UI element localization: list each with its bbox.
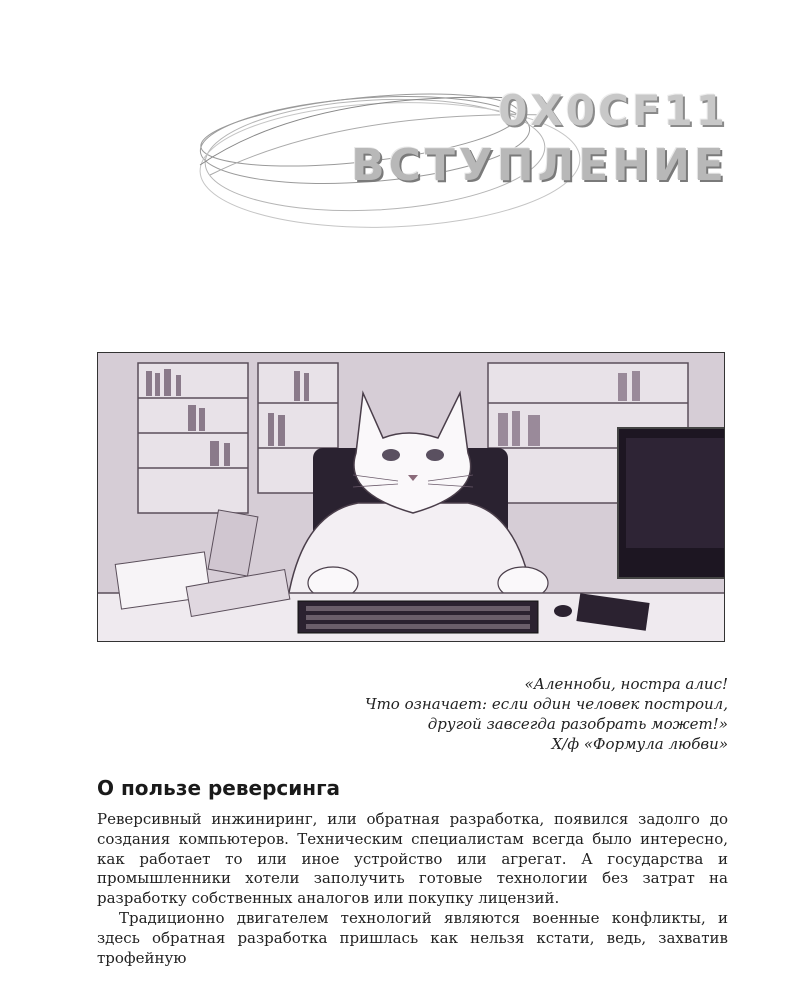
paragraph: Традиционно двигателем технологий являются военные конфликты, и здесь обратная разработка пришлась как нельзя кстати, ведь, захватив трофейную: [97, 908, 728, 967]
body-text: [97, 810, 728, 968]
section-heading: О пользе реверсинга: [97, 776, 341, 800]
epigraph-line: Что означает: если один человек построил,: [364, 695, 728, 713]
epigraph-source: Х/ф «Формула любви»: [551, 735, 728, 753]
epigraph-line: другой завсегда разобрать может!»: [427, 715, 728, 733]
cat-at-computer-illustration: [97, 352, 725, 642]
paragraph: Реверсивный инжиниринг, или обратная разработка, появился задолго до создания компьютеров. Техническим специалистам всегда было интересно, как работает то или иное устройство или агрегат. А государства и промышленники хотели заполучить готовые технологии без затрат на разработку собственных аналогов или покупку лицензий.: [97, 810, 728, 908]
chapter-title: ВСТУПЛЕНИЕ: [351, 140, 728, 191]
epigraph-line: «Аленноби, ностра алис!: [524, 675, 728, 693]
chapter-number: 0X0CF11: [498, 86, 728, 135]
epigraph: [365, 674, 728, 754]
